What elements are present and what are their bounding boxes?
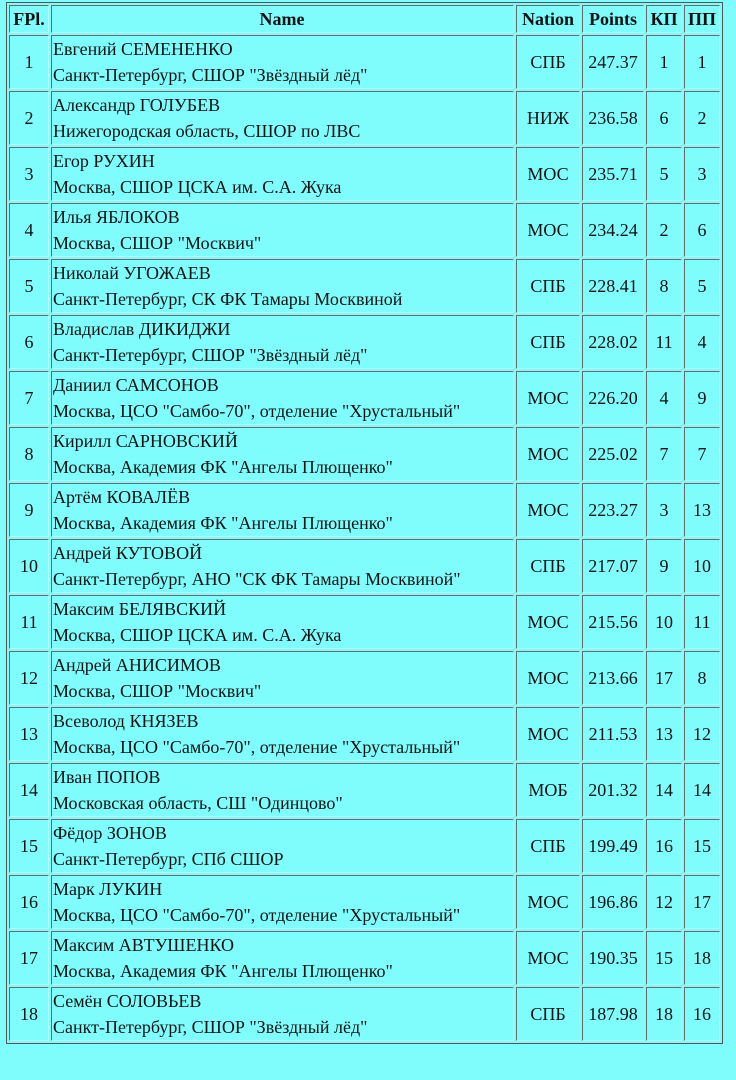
free-program-place-cell: 14 xyxy=(684,763,720,817)
header-place: FPl. xyxy=(9,5,49,33)
nation-cell: СПБ xyxy=(516,987,580,1041)
skater-name: Илья ЯБЛОКОВ xyxy=(53,207,180,227)
short-program-place-cell: 12 xyxy=(646,875,682,929)
skater-cell xyxy=(51,819,514,873)
skater-name: Артём КОВАЛЁВ xyxy=(53,487,191,507)
results-table xyxy=(6,2,723,1044)
table-row xyxy=(9,147,720,201)
free-program-place-cell: 6 xyxy=(684,203,720,257)
table-row xyxy=(9,91,720,145)
skater-cell xyxy=(51,763,514,817)
points-cell: 190.35 xyxy=(582,931,644,985)
table-row xyxy=(9,203,720,257)
place-cell: 3 xyxy=(9,147,49,201)
skater-name: Всеволод КНЯЗЕВ xyxy=(53,711,199,731)
table-row xyxy=(9,763,720,817)
skater-club: Москва, ЦСО "Самбо-70", отделение "Хрустальный" xyxy=(53,737,461,757)
points-cell: 217.07 xyxy=(582,539,644,593)
short-program-place-cell: 14 xyxy=(646,763,682,817)
place-cell: 6 xyxy=(9,315,49,369)
short-program-place-cell: 18 xyxy=(646,987,682,1041)
skater-club: Московская область, СШ "Одинцово" xyxy=(53,793,343,813)
place-cell: 15 xyxy=(9,819,49,873)
points-cell: 211.53 xyxy=(582,707,644,761)
skater-name: Даниил САМСОНОВ xyxy=(53,375,219,395)
skater-name: Кирилл САРНОВСКИЙ xyxy=(53,431,238,451)
header-row xyxy=(9,5,720,33)
table-row xyxy=(9,595,720,649)
short-program-place-cell: 9 xyxy=(646,539,682,593)
skater-name: Максим АВТУШЕНКО xyxy=(53,935,235,955)
points-cell: 199.49 xyxy=(582,819,644,873)
skater-cell xyxy=(51,483,514,537)
free-program-place-cell: 3 xyxy=(684,147,720,201)
header-free-program: ПП xyxy=(684,5,720,33)
points-cell: 215.56 xyxy=(582,595,644,649)
free-program-place-cell: 17 xyxy=(684,875,720,929)
free-program-place-cell: 8 xyxy=(684,651,720,705)
short-program-place-cell: 8 xyxy=(646,259,682,313)
points-cell: 236.58 xyxy=(582,91,644,145)
skater-club: Москва, Академия ФК "Ангелы Плющенко" xyxy=(53,961,393,981)
nation-cell: СПБ xyxy=(516,35,580,89)
nation-cell: НИЖ xyxy=(516,91,580,145)
place-cell: 2 xyxy=(9,91,49,145)
free-program-place-cell: 18 xyxy=(684,931,720,985)
skater-club: Москва, ЦСО "Самбо-70", отделение "Хрустальный" xyxy=(53,905,461,925)
nation-cell: МОС xyxy=(516,875,580,929)
skater-name: Владислав ДИКИДЖИ xyxy=(53,319,231,339)
skater-club: Санкт-Петербург, СПб СШОР xyxy=(53,849,284,869)
table-row xyxy=(9,819,720,873)
free-program-place-cell: 13 xyxy=(684,483,720,537)
skater-club: Москва, СШОР "Москвич" xyxy=(53,233,262,253)
free-program-place-cell: 5 xyxy=(684,259,720,313)
skater-cell xyxy=(51,707,514,761)
skater-cell xyxy=(51,875,514,929)
points-cell: 223.27 xyxy=(582,483,644,537)
place-cell: 10 xyxy=(9,539,49,593)
table-row xyxy=(9,707,720,761)
short-program-place-cell: 1 xyxy=(646,35,682,89)
skater-cell xyxy=(51,427,514,481)
skater-cell xyxy=(51,259,514,313)
points-cell: 196.86 xyxy=(582,875,644,929)
skater-cell xyxy=(51,651,514,705)
nation-cell: СПБ xyxy=(516,539,580,593)
short-program-place-cell: 7 xyxy=(646,427,682,481)
free-program-place-cell: 16 xyxy=(684,987,720,1041)
place-cell: 4 xyxy=(9,203,49,257)
points-cell: 228.41 xyxy=(582,259,644,313)
skater-cell xyxy=(51,371,514,425)
table-row xyxy=(9,371,720,425)
nation-cell: МОБ xyxy=(516,763,580,817)
skater-club: Санкт-Петербург, СШОР "Звёздный лёд" xyxy=(53,65,368,85)
skater-name: Александр ГОЛУБЕВ xyxy=(53,95,221,115)
skater-name: Андрей КУТОВОЙ xyxy=(53,543,203,563)
skater-club: Москва, СШОР "Москвич" xyxy=(53,681,262,701)
results-body xyxy=(9,35,720,1041)
header-points: Points xyxy=(582,5,644,33)
skater-name: Семён СОЛОВЬЕВ xyxy=(53,991,202,1011)
table-row xyxy=(9,651,720,705)
place-cell: 17 xyxy=(9,931,49,985)
place-cell: 8 xyxy=(9,427,49,481)
free-program-place-cell: 9 xyxy=(684,371,720,425)
header-nation: Nation xyxy=(516,5,580,33)
short-program-place-cell: 2 xyxy=(646,203,682,257)
points-cell: 235.71 xyxy=(582,147,644,201)
points-cell: 213.66 xyxy=(582,651,644,705)
place-cell: 16 xyxy=(9,875,49,929)
table-row xyxy=(9,539,720,593)
nation-cell: СПБ xyxy=(516,259,580,313)
nation-cell: МОС xyxy=(516,147,580,201)
skater-club: Москва, СШОР ЦСКА им. С.А. Жука xyxy=(53,625,342,645)
table-row xyxy=(9,259,720,313)
points-cell: 228.02 xyxy=(582,315,644,369)
nation-cell: МОС xyxy=(516,371,580,425)
short-program-place-cell: 17 xyxy=(646,651,682,705)
skater-club: Нижегородская область, СШОР по ЛВС xyxy=(53,121,361,141)
skater-name: Андрей АНИСИМОВ xyxy=(53,655,221,675)
free-program-place-cell: 10 xyxy=(684,539,720,593)
free-program-place-cell: 4 xyxy=(684,315,720,369)
skater-cell xyxy=(51,203,514,257)
skater-club: Москва, СШОР ЦСКА им. С.А. Жука xyxy=(53,177,342,197)
skater-name: Максим БЕЛЯВСКИЙ xyxy=(53,599,227,619)
place-cell: 18 xyxy=(9,987,49,1041)
free-program-place-cell: 11 xyxy=(684,595,720,649)
place-cell: 11 xyxy=(9,595,49,649)
skater-cell xyxy=(51,595,514,649)
nation-cell: МОС xyxy=(516,483,580,537)
skater-club: Москва, Академия ФК "Ангелы Плющенко" xyxy=(53,513,393,533)
table-row xyxy=(9,483,720,537)
skater-name: Евгений СЕМЕНЕНКО xyxy=(53,39,233,59)
skater-name: Иван ПОПОВ xyxy=(53,767,161,787)
points-cell: 234.24 xyxy=(582,203,644,257)
nation-cell: МОС xyxy=(516,595,580,649)
skater-club: Санкт-Петербург, СШОР "Звёздный лёд" xyxy=(53,1017,368,1037)
nation-cell: МОС xyxy=(516,427,580,481)
place-cell: 1 xyxy=(9,35,49,89)
short-program-place-cell: 6 xyxy=(646,91,682,145)
table-row xyxy=(9,931,720,985)
free-program-place-cell: 1 xyxy=(684,35,720,89)
skater-club: Санкт-Петербург, АНО "СК ФК Тамары Москвиной" xyxy=(53,569,461,589)
short-program-place-cell: 15 xyxy=(646,931,682,985)
free-program-place-cell: 7 xyxy=(684,427,720,481)
points-cell: 226.20 xyxy=(582,371,644,425)
nation-cell: МОС xyxy=(516,931,580,985)
nation-cell: СПБ xyxy=(516,819,580,873)
nation-cell: МОС xyxy=(516,707,580,761)
table-row xyxy=(9,875,720,929)
short-program-place-cell: 10 xyxy=(646,595,682,649)
skater-cell xyxy=(51,35,514,89)
points-cell: 187.98 xyxy=(582,987,644,1041)
skater-name: Фёдор ЗОНОВ xyxy=(53,823,167,843)
header-name: Name xyxy=(51,5,514,33)
skater-club: Санкт-Петербург, СШОР "Звёздный лёд" xyxy=(53,345,368,365)
short-program-place-cell: 13 xyxy=(646,707,682,761)
nation-cell: МОС xyxy=(516,651,580,705)
short-program-place-cell: 4 xyxy=(646,371,682,425)
skater-name: Николай УГОЖАЕВ xyxy=(53,263,211,283)
header-short-program: КП xyxy=(646,5,682,33)
skater-cell xyxy=(51,987,514,1041)
place-cell: 5 xyxy=(9,259,49,313)
nation-cell: МОС xyxy=(516,203,580,257)
place-cell: 13 xyxy=(9,707,49,761)
skater-name: Марк ЛУКИН xyxy=(53,879,163,899)
table-row xyxy=(9,315,720,369)
skater-cell xyxy=(51,931,514,985)
place-cell: 7 xyxy=(9,371,49,425)
free-program-place-cell: 12 xyxy=(684,707,720,761)
skater-club: Москва, Академия ФК "Ангелы Плющенко" xyxy=(53,457,393,477)
short-program-place-cell: 11 xyxy=(646,315,682,369)
table-row xyxy=(9,427,720,481)
table-row xyxy=(9,987,720,1041)
table-row xyxy=(9,35,720,89)
free-program-place-cell: 15 xyxy=(684,819,720,873)
short-program-place-cell: 16 xyxy=(646,819,682,873)
skater-name: Егор РУХИН xyxy=(53,151,155,171)
skater-cell xyxy=(51,91,514,145)
free-program-place-cell: 2 xyxy=(684,91,720,145)
short-program-place-cell: 3 xyxy=(646,483,682,537)
skater-cell xyxy=(51,147,514,201)
place-cell: 9 xyxy=(9,483,49,537)
place-cell: 14 xyxy=(9,763,49,817)
nation-cell: СПБ xyxy=(516,315,580,369)
place-cell: 12 xyxy=(9,651,49,705)
points-cell: 201.32 xyxy=(582,763,644,817)
skater-cell xyxy=(51,315,514,369)
points-cell: 247.37 xyxy=(582,35,644,89)
skater-club: Санкт-Петербург, СК ФК Тамары Москвиной xyxy=(53,289,403,309)
skater-club: Москва, ЦСО "Самбо-70", отделение "Хрустальный" xyxy=(53,401,461,421)
skater-cell xyxy=(51,539,514,593)
short-program-place-cell: 5 xyxy=(646,147,682,201)
points-cell: 225.02 xyxy=(582,427,644,481)
